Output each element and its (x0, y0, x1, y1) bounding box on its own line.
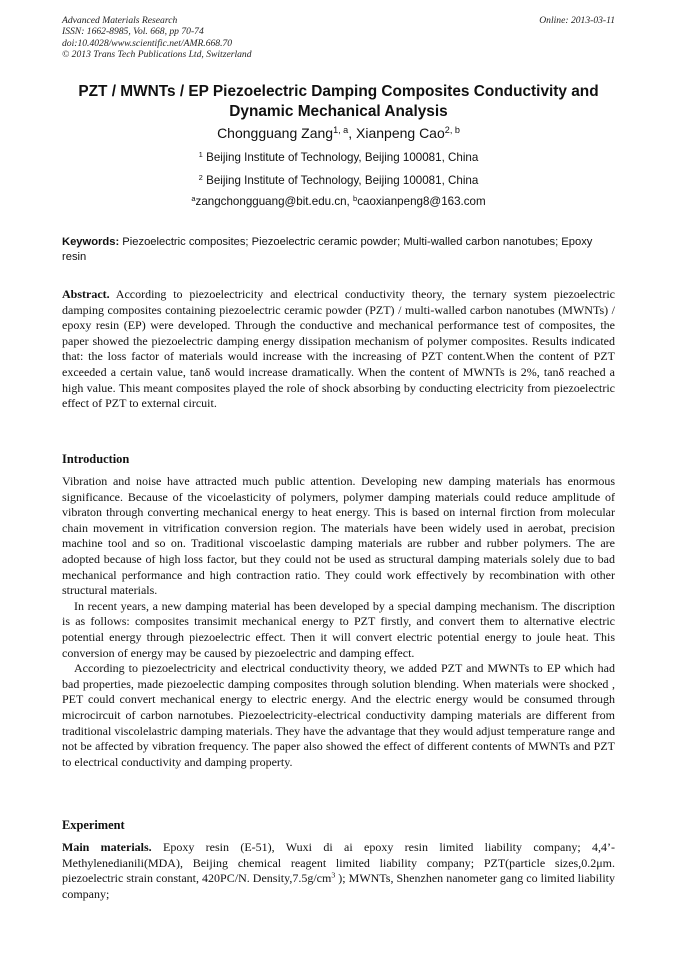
journal-name: Advanced Materials Research (62, 15, 178, 26)
copyright-line: © 2013 Trans Tech Publications Ltd, Switzerland (62, 49, 252, 61)
affiliation-2 (62, 174, 615, 188)
title-line-1: PZT / MWNTs / EP Piezoelectric Damping Composites Conductivity and (78, 83, 599, 100)
email-a-sup: a (191, 193, 196, 203)
issn-line: ISSN: 1662-8985, Vol. 668, pp 70-74 (62, 26, 204, 38)
keywords-text: Piezoelectric composites; Piezoelectric ceramic powder; Multi-walled carbon nanotubes; Epoxy resin (62, 236, 593, 263)
intro-paragraph-2: In recent years, a new damping material has been developed by a special damping mechanism. The discription is as follows: composites transimit mechanical energy to PZT firstly, and convert them to alternative electric potential energy through piezoelectric effect. Then it will convert electric potential energy to joule heat. This conversion of energy may be caused by piezoelectric and damping effect. (62, 598, 615, 660)
paper-title (62, 82, 615, 122)
author-2-sup: 2, b (444, 125, 460, 135)
email-b: caoxianpeng8@163.com (357, 195, 486, 208)
affiliation-1 (62, 151, 615, 165)
email-b-sup: b (353, 193, 358, 203)
author-2-name: Xianpeng Cao (356, 125, 445, 141)
intro-paragraph-1: Vibration and noise have attracted much public attention. Developing new damping materials has enormous significance. Because of the vicoelasticity of polymers, polymer damping materials could reduce amplitude of vibraton through converting mechanical energy to heat energy. This is based on internal firction from molecular chain movement in vitrification conversion region. The materials have been widely used in aerobat, precision machine tool and so on. Traditional viscoelastic damping materials are rubber and rubber polymers. The are adopted because of high loss factor, but they could not be used as structural damping materials solely due to bad mechanical performance and high contraction ratio. They could work effectively by recombination with other structural materials. (62, 474, 615, 598)
intro-paragraph-3: According to piezoelectricity and electrical conductivity theory, we added PZT and MWNTs to EP which had bad properties, made piezoelectic damping composites through solution blending. When materials were shocked , PET could convert mechanical energy to electric energy. And the electric energy would be consumed through microcircuit of carbon narnotubes. Piezoelectricity-electrical conductivity damping materials are different from traditional viscolelastric damping materials. They have the advantage that they would adjust temperature range and not be affected by vibration frequency. The paper also showed the effect of different contents of MWNTs and PZT to electrical conductivity and damping property. (62, 661, 615, 769)
journal-header (62, 15, 615, 61)
author-1-sup: 1, a (333, 125, 349, 135)
cubic-sup: 3 (331, 870, 336, 880)
experiment-body (62, 840, 615, 902)
online-date: Online: 2013-03-11 (539, 15, 615, 26)
affiliation-1-text: Beijing Institute of Technology, Beijing 100081, China (202, 151, 479, 164)
materials-text-1: Epoxy resin (E-51), Wuxi di ai epoxy resin limited liability company; 4,4’-Methylenedianili(MDA), Beijing chemical reagent limited liability company; PZT(particle sizes,0.2μm. piezoelectric strain constant, 420PC/N. Density,7.5g/cm (62, 840, 615, 886)
abstract-text: According to piezoelectricity and electrical conductivity theory, the ternary system piezoelectric damping composites containing piezoelectric ceramic powder (PZT) / multi-walled carbon nanotubes (MWNTs) / epoxy resin (EP) were developed. Through the conductive and mechanical performance test of composites, the paper showed the piezoelectric damping energy dissipation mechanism of polymer composites. Results indicated that: the loss factor of materials would increase with the increasing of PZT content.When the content of PZT exceeded a certain value, tanδ would increase dramatically. When the content of MWNTs is 2%, tanδ reached a high value. This meant composites played the role of shock absorbing by conducting electricity from piezoelectric effect of PZT to external circuit. (62, 287, 615, 411)
author-list (62, 124, 615, 142)
author-1-name: Chongguang Zang (217, 125, 334, 141)
main-materials-label: Main materials. (62, 840, 152, 854)
keywords-block (62, 235, 615, 264)
doi-line: doi:10.4028/www.scientific.net/AMR.668.70 (62, 37, 233, 49)
abstract-paragraph (62, 287, 615, 412)
abstract-label: Abstract. (62, 287, 110, 301)
title-line-2: Dynamic Mechanical Analysis (229, 103, 448, 120)
email-a: zangchongguang@bit.edu.cn, (195, 195, 354, 208)
introduction-heading: Introduction (62, 452, 130, 466)
affiliation-1-num: 1 (198, 149, 203, 159)
affiliation-2-text: Beijing Institute of Technology, Beijing 100081, China (202, 174, 479, 187)
author-emails (62, 195, 615, 209)
author-separator: , (348, 125, 357, 141)
experiment-paragraph (62, 840, 615, 902)
materials-text-2: ); MWNTs, Shenzhen nanometer gang co limited liability company; (62, 871, 615, 901)
abstract-block (62, 287, 615, 412)
affiliation-2-num: 2 (198, 172, 203, 182)
experiment-heading: Experiment (62, 818, 125, 832)
keywords-label: Keywords: (62, 236, 120, 248)
introduction-body (62, 474, 615, 770)
